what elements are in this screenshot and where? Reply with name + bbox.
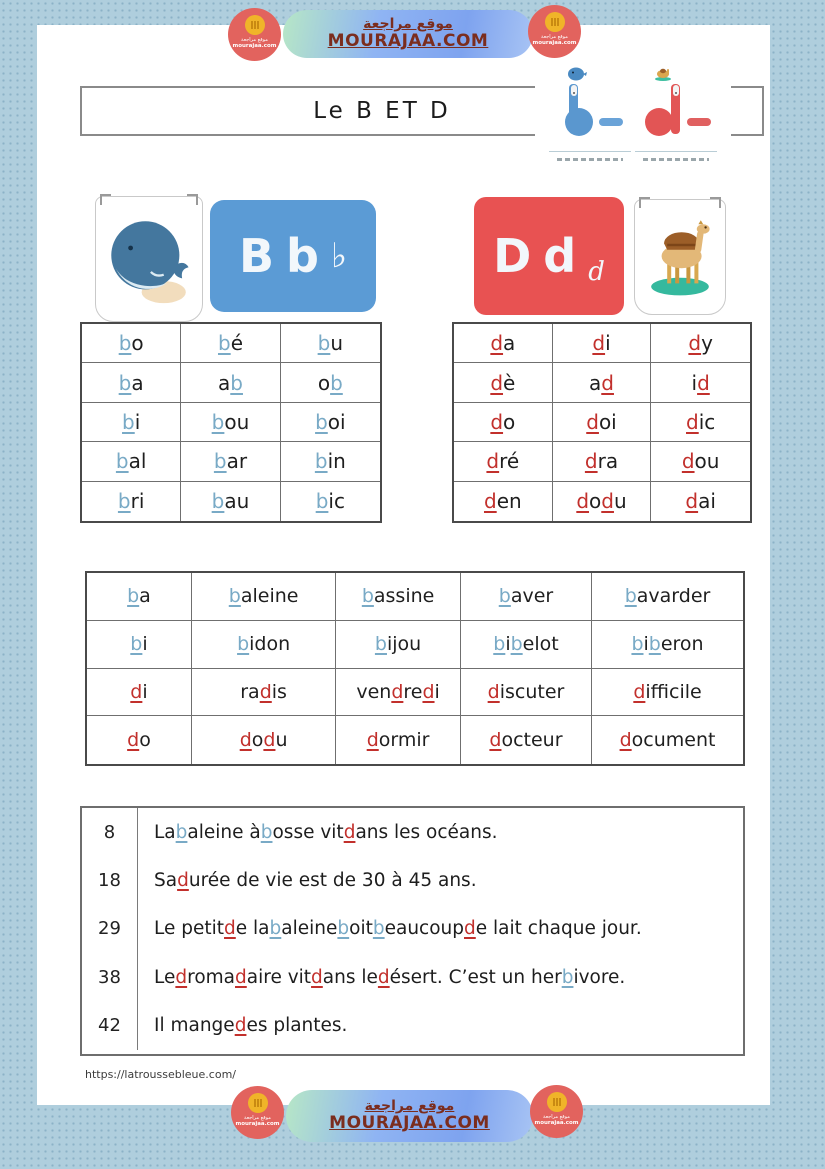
b-word-cell: b a: [82, 363, 181, 402]
b-word-cell: b in: [281, 442, 380, 481]
sentence-text: Il mange d es plantes.: [154, 1015, 348, 1037]
d-word-cell: d è: [454, 363, 553, 402]
highlighted-letter: d: [619, 729, 632, 752]
highlighted-letter: b: [211, 409, 225, 434]
highlighted-letter: d: [487, 680, 500, 703]
site-banner: [283, 10, 533, 58]
site-badge-icon: [228, 8, 281, 61]
vocab-word-cell: d ifficile: [592, 669, 743, 717]
highlighted-letter: d: [311, 966, 323, 988]
letter-D-uppercase: D: [493, 229, 532, 283]
book-icon: [248, 1093, 268, 1113]
bd-letters-illustration: [535, 62, 731, 170]
letter-d-cursive: d: [588, 257, 605, 287]
badge-caption-site: mourajaa.com: [232, 43, 277, 49]
site-badge-icon: موقع مراجعة mourajaa.com: [231, 1086, 284, 1139]
highlighted-letter: b: [175, 821, 188, 843]
d-word-cell: d en: [454, 482, 553, 521]
hanging-pin-icon: [639, 197, 650, 208]
camel-image-card: [634, 199, 726, 315]
vocabulary-table: [85, 571, 745, 766]
highlighted-letter: d: [483, 489, 497, 514]
letter-d-lowercase: d: [543, 229, 577, 283]
highlighted-letter: b: [337, 918, 350, 940]
highlighted-letter: b: [648, 633, 661, 656]
vocab-word-cell: b idon: [192, 621, 336, 669]
highlighted-letter: b: [330, 370, 343, 395]
highlighted-letter: b: [127, 585, 140, 608]
b-letters-card: [210, 200, 376, 312]
d-word-cell: d o d u: [553, 482, 652, 521]
b-word-cell: b oi: [281, 403, 380, 442]
highlighted-letter: d: [601, 489, 614, 514]
source-url[interactable]: https://latroussebleue.com/: [85, 1068, 236, 1081]
highlighted-letter: b: [372, 918, 385, 940]
letter-d-figure: [635, 66, 717, 166]
highlighted-letter: b: [498, 585, 511, 608]
d-word-cell: d ai: [685, 489, 716, 514]
camel-illustration: [640, 211, 720, 303]
vocab-word-cell: ven d re d i: [336, 669, 461, 717]
b-word-cell: a b: [181, 363, 280, 402]
highlighted-letter: b: [361, 585, 374, 608]
highlighted-letter: d: [686, 409, 699, 434]
highlighted-letter: d: [633, 680, 646, 703]
sentence-number: 29: [82, 905, 138, 953]
highlighted-letter: d: [377, 966, 390, 988]
b-word-cell: b ar: [181, 442, 280, 481]
highlighted-letter: d: [175, 966, 188, 988]
b-word-cell: b ou: [181, 403, 280, 442]
sentence-number: 38: [82, 953, 138, 1001]
vocab-word-cell: b a: [87, 573, 192, 621]
highlighted-letter: d: [259, 680, 272, 703]
hanging-pin-icon: [187, 194, 198, 205]
d-word-cell: a d: [553, 363, 652, 402]
highlighted-letter: d: [592, 331, 606, 356]
highlighted-letter: b: [118, 370, 132, 395]
highlighted-letter: d: [130, 680, 143, 703]
vocab-word-cell: b aver: [461, 573, 592, 621]
d-word-cell: d y: [651, 324, 750, 363]
vocab-word-cell: d ocument: [619, 729, 716, 752]
highlighted-letter: b: [117, 489, 131, 514]
banner-site-link[interactable]: MOURAJAA.COM: [327, 31, 489, 52]
whale-illustration: [103, 211, 195, 307]
vocab-word-cell: b i b elot: [461, 621, 592, 669]
vocab-word-cell: b avarder: [592, 573, 743, 621]
highlighted-letter: b: [211, 489, 225, 514]
book-icon: [245, 15, 265, 35]
highlighted-letter: b: [260, 821, 273, 843]
vocab-word-cell: d o d u: [192, 716, 336, 764]
banner-arabic-link[interactable]: موقع مراجعة: [364, 1098, 455, 1115]
highlighted-letter: d: [263, 729, 276, 752]
vocab-word-cell: b assine: [336, 573, 461, 621]
highlighted-letter: d: [391, 680, 404, 703]
highlighted-letter: b: [315, 489, 329, 514]
sentence-number: 42: [82, 1002, 138, 1050]
highlighted-letter: d: [177, 870, 189, 892]
highlighted-letter: b: [122, 409, 135, 434]
vocab-word-cell: d ormir: [336, 716, 461, 764]
d-word-cell: d a: [454, 324, 553, 363]
highlighted-letter: d: [576, 489, 590, 514]
vocab-word-cell: ra d is: [192, 669, 336, 717]
d-words-table: [452, 322, 752, 523]
hanging-pin-icon: [710, 197, 721, 208]
highlighted-letter: b: [374, 633, 387, 656]
b-word-cell: o b: [281, 363, 380, 402]
d-word-cell: d i: [553, 324, 652, 363]
highlighted-letter: b: [631, 633, 644, 656]
highlighted-letter: b: [493, 633, 506, 656]
b-words-table: [80, 322, 382, 523]
b-word-cell: b é: [181, 324, 280, 363]
highlighted-letter: b: [228, 585, 241, 608]
highlighted-letter: b: [269, 918, 282, 940]
highlighted-letter: b: [624, 585, 637, 608]
highlighted-letter: b: [561, 966, 574, 988]
d-word-cell: d ra: [553, 442, 652, 481]
highlighted-letter: d: [584, 449, 598, 474]
highlighted-letter: d: [681, 449, 695, 474]
site-badge-icon: موقع مراجعة mourajaa.com: [528, 5, 581, 58]
highlighted-letter: d: [464, 918, 476, 940]
b-word-cell: b u: [281, 324, 380, 363]
whale-icon: [567, 66, 587, 81]
highlighted-letter: d: [489, 729, 502, 752]
highlighted-letter: b: [237, 633, 250, 656]
highlighted-letter: d: [688, 331, 702, 356]
sentence-text: Le petit d e la b aleine b oit b eaucoup d e lait chaque jour.: [154, 918, 642, 940]
highlighted-letter: d: [235, 966, 247, 988]
b-word-cell: b i: [82, 403, 181, 442]
vocab-word-cell: b ijou: [336, 621, 461, 669]
d-word-cell: d o: [454, 403, 553, 442]
hanging-pin-icon: [100, 194, 111, 205]
highlighted-letter: d: [601, 370, 614, 395]
d-word-cell: d ré: [454, 442, 553, 481]
vocab-word-cell: d octeur: [461, 716, 592, 764]
d-letters-card: [474, 197, 624, 315]
highlighted-letter: b: [213, 449, 227, 474]
highlighted-letter: d: [586, 409, 599, 434]
highlighted-letter: d: [366, 729, 379, 752]
b-word-cell: b al: [82, 442, 181, 481]
site-banner: [286, 1090, 533, 1142]
highlighted-letter: d: [224, 918, 236, 940]
d-word-cell: i d: [651, 363, 750, 402]
book-icon: [545, 12, 565, 32]
highlighted-letter: b: [314, 449, 328, 474]
highlighted-letter: d: [234, 1015, 247, 1037]
vocab-word-cell: b i b eron: [592, 621, 743, 669]
book-icon: [547, 1092, 567, 1112]
d-word-cell: d oi: [553, 403, 652, 442]
highlighted-letter: d: [490, 409, 504, 434]
letter-b-cursive: ♭: [330, 236, 348, 276]
b-word-cell: b ri: [82, 482, 181, 521]
vocab-word-cell: d o: [87, 716, 192, 764]
whale-image-card: [95, 196, 203, 322]
b-word-cell: b o: [82, 324, 181, 363]
b-word-cell: b au: [181, 482, 280, 521]
camel-icon: [653, 66, 673, 81]
sentence-number: 18: [82, 856, 138, 904]
sentences-table: [80, 806, 745, 1056]
highlighted-letter: d: [490, 370, 504, 395]
highlighted-letter: b: [118, 331, 132, 356]
site-badge-icon: موقع مراجعة mourajaa.com: [530, 1085, 583, 1138]
vocab-word-cell: d iscuter: [461, 669, 592, 717]
highlighted-letter: b: [510, 633, 523, 656]
letter-b-lowercase: b: [286, 229, 319, 283]
highlighted-letter: b: [115, 449, 129, 474]
highlighted-letter: d: [127, 729, 140, 752]
sentence-text: Sa d urée de vie est de 30 à 45 ans.: [154, 870, 477, 892]
banner-arabic-link[interactable]: موقع مراجعة: [363, 16, 453, 33]
letter-B-uppercase: B: [238, 229, 275, 283]
vocab-word-cell: b i: [87, 621, 192, 669]
vocab-word-cell: d i: [87, 669, 192, 717]
highlighted-letter: b: [217, 331, 231, 356]
banner-site-link[interactable]: MOURAJAA.COM: [329, 1113, 490, 1134]
highlighted-letter: d: [343, 821, 356, 843]
sentence-text: Le d roma d aire vit d ans le d ésert. C’est un her b ivore.: [154, 966, 626, 988]
highlighted-letter: d: [697, 370, 710, 395]
highlighted-letter: d: [490, 331, 504, 356]
letter-b-figure: [549, 66, 631, 166]
sentence-text: La b aleine à b osse vit d ans les océans.: [154, 821, 498, 843]
highlighted-letter: b: [230, 370, 243, 395]
highlighted-letter: b: [317, 331, 331, 356]
highlighted-letter: b: [315, 409, 328, 434]
highlighted-letter: d: [486, 449, 500, 474]
highlighted-letter: d: [422, 680, 435, 703]
badge-caption-arabic: موقع مراجعة: [241, 37, 268, 43]
page-title: Le B ET D: [313, 98, 451, 124]
b-word-cell: b ic: [315, 489, 345, 514]
d-word-cell: d ou: [651, 442, 750, 481]
highlighted-letter: b: [130, 633, 143, 656]
d-word-cell: d ic: [651, 403, 750, 442]
highlighted-letter: d: [685, 489, 699, 514]
sentence-number: 8: [82, 808, 138, 856]
vocab-word-cell: b aleine: [192, 573, 336, 621]
highlighted-letter: d: [239, 729, 252, 752]
